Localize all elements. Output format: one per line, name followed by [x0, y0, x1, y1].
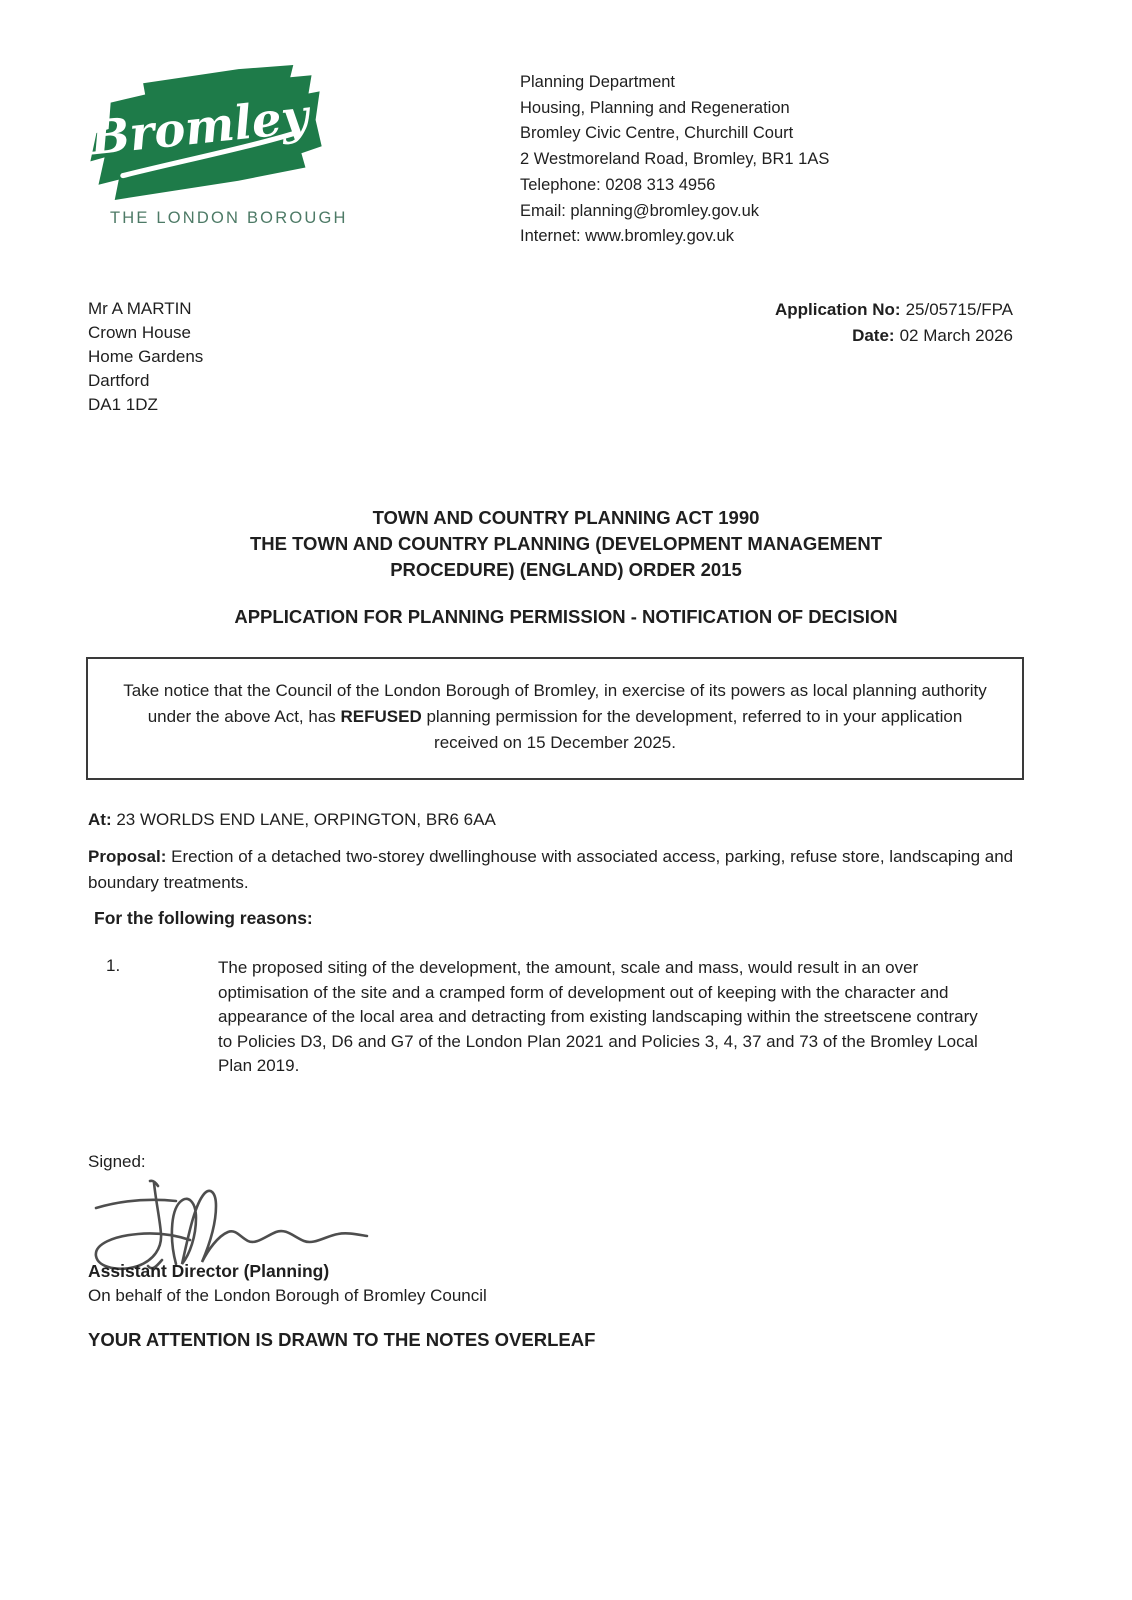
site-address-value: 23 WORLDS END LANE, ORPINGTON, BR6 6AA: [116, 810, 496, 829]
act-heading: [0, 505, 1132, 583]
site-address-row: [88, 810, 496, 830]
contact-website: Internet: www.bromley.gov.uk: [520, 227, 734, 246]
addressee-line: Dartford: [88, 371, 150, 390]
addressee-name: Mr A MARTIN: [88, 299, 192, 318]
reason-text: The proposed siting of the development, the amount, scale and mass, would result in an over optimisation of the site and a cramped form of development out of keeping with the character and appearance of the local area and detracting from existing landscaping within the streetscene contrary to Policies D3, D6 and G7 of the London Plan 2021 and Policies 3, 4, 37 and 73 of the Bromley Local Plan 2019.: [218, 958, 978, 1075]
contact-line: Bromley Civic Centre, Churchill Court: [520, 124, 794, 143]
decision-notice-box: [86, 657, 1024, 780]
svg-text:Bromley: Bromley: [87, 88, 312, 167]
proposal-paragraph: [88, 844, 1046, 896]
decision-text-before: Take notice that the Council of the London Borough of Bromley, in exercise of its powers as local planning authority under the above Act, has: [123, 681, 987, 726]
notification-subtitle: APPLICATION FOR PLANNING PERMISSION - NOTIFICATION OF DECISION: [234, 606, 898, 627]
date-label: Date:: [852, 326, 895, 345]
decision-text-after: planning permission for the development, referred to in your application received on 15 December 2025.: [421, 707, 963, 752]
footer-notice: YOUR ATTENTION IS DRAWN TO THE NOTES OVERLEAF: [88, 1329, 596, 1350]
decision-word: REFUSED: [340, 707, 422, 726]
signed-label: Signed:: [88, 1152, 146, 1171]
date-row: [775, 323, 1013, 349]
addressee-postcode: DA1 1DZ: [88, 395, 158, 414]
bromley-logo: [86, 62, 348, 228]
addressee-line: Crown House: [88, 323, 191, 342]
logo-tagline: THE LONDON BOROUGH: [110, 209, 348, 227]
reasons-heading: For the following reasons:: [94, 908, 313, 928]
handwritten-signature: [86, 1174, 376, 1274]
application-reference-block: [775, 297, 1013, 349]
act-heading-line: TOWN AND COUNTRY PLANNING ACT 1990: [372, 507, 760, 528]
act-heading-line: PROCEDURE) (ENGLAND) ORDER 2015: [390, 559, 742, 580]
contact-email: Email: planning@bromley.gov.uk: [520, 201, 760, 220]
application-number-value: 25/05715/FPA: [905, 300, 1013, 319]
at-label: At:: [88, 810, 112, 829]
date-value: 02 March 2026: [899, 326, 1013, 345]
addressee-block: [88, 297, 203, 417]
bromley-brush-logo-icon: [86, 62, 322, 202]
contact-phone: Telephone: 0208 313 4956: [520, 175, 716, 194]
application-number-row: [775, 297, 1013, 323]
proposal-label: Proposal:: [88, 847, 167, 866]
signatory-title: Assistant Director (Planning): [88, 1261, 330, 1281]
on-behalf-line: On behalf of the London Borough of Bromley Council: [88, 1286, 487, 1305]
contact-line: Planning Department: [520, 73, 676, 91]
contact-line: Housing, Planning and Regeneration: [520, 98, 790, 117]
contact-line: 2 Westmoreland Road, Bromley, BR1 1AS: [520, 150, 830, 169]
proposal-value: Erection of a detached two-storey dwellinghouse with associated access, parking, refuse store, landscaping and boundary treatments.: [88, 847, 1014, 892]
application-number-label: Application No:: [774, 300, 901, 319]
addressee-line: Home Gardens: [88, 347, 204, 366]
act-heading-line: THE TOWN AND COUNTRY PLANNING (DEVELOPMENT MANAGEMENT: [249, 533, 883, 554]
reason-number: 1.: [106, 956, 121, 975]
department-contact-block: [520, 70, 829, 250]
